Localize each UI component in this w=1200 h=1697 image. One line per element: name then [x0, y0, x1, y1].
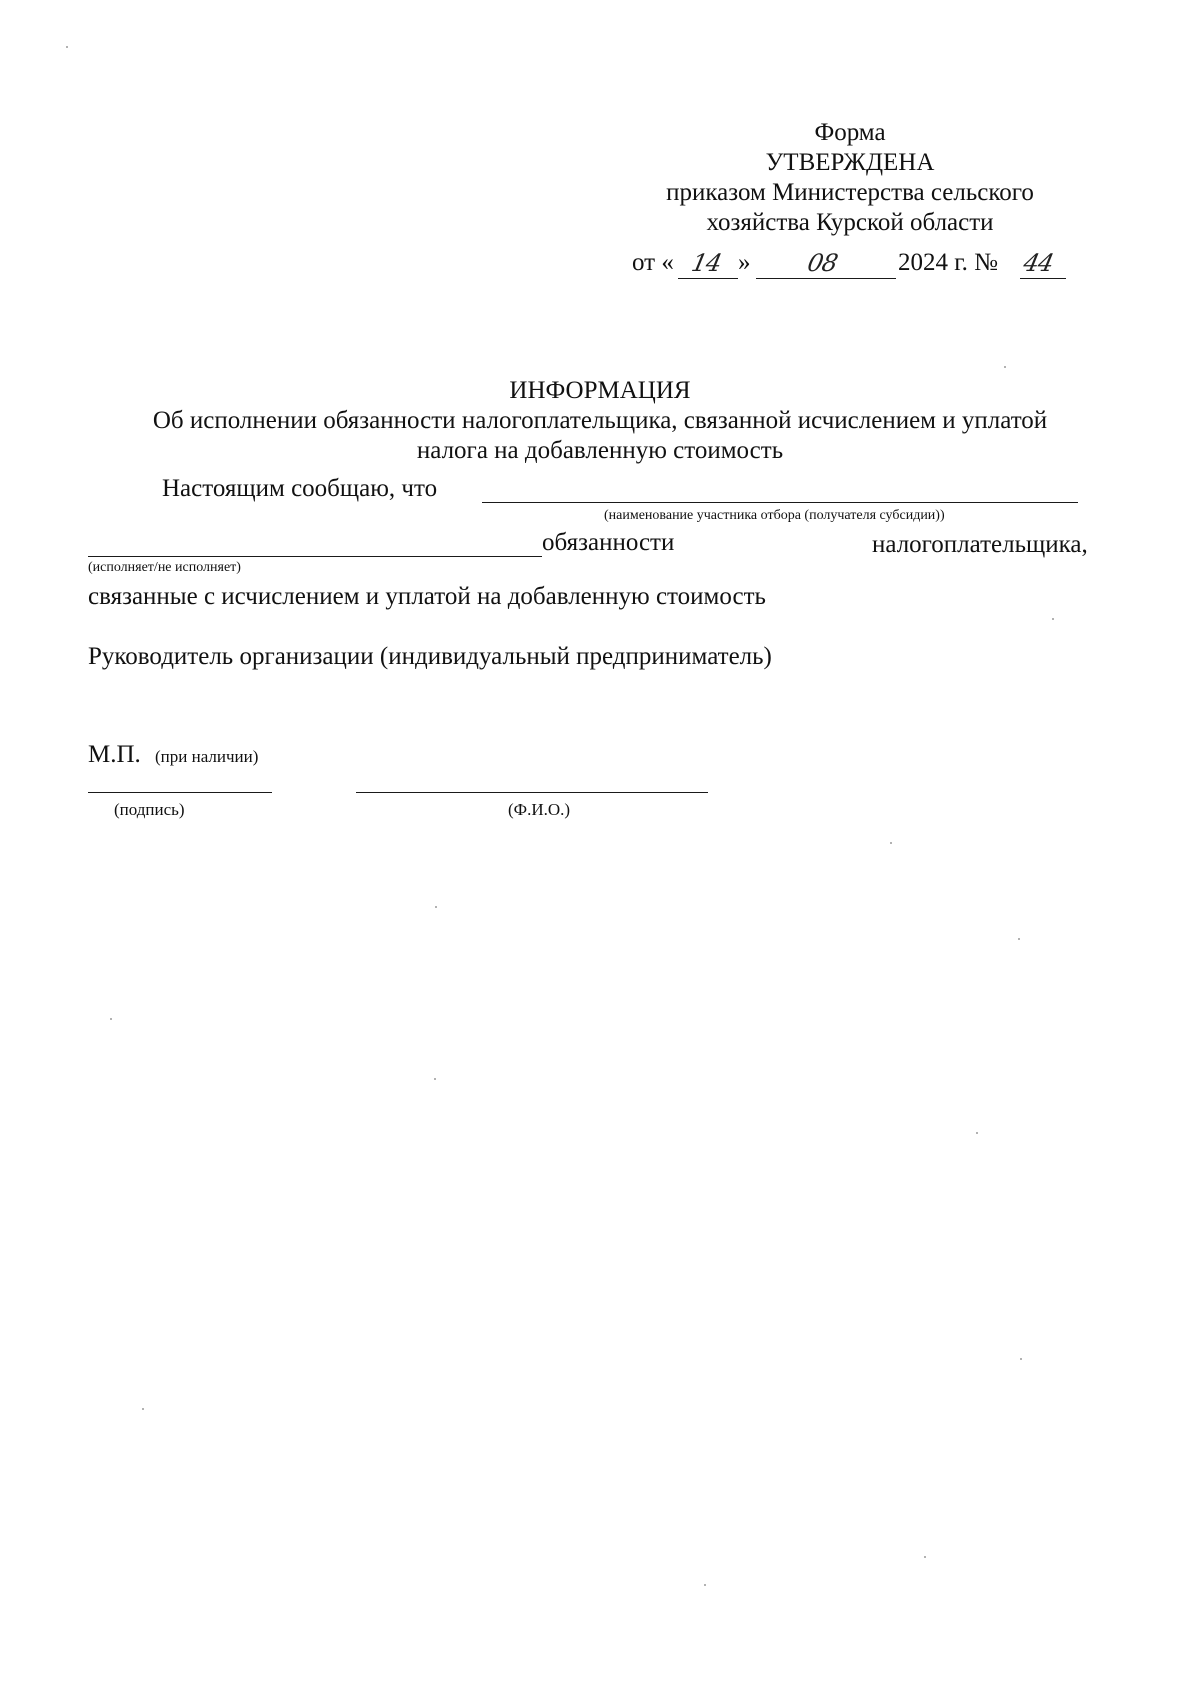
day-underline [678, 278, 738, 279]
scan-speck [704, 1584, 706, 1586]
head-of-organization: Руководитель организации (индивидуальный предприниматель) [88, 643, 772, 670]
taxpayer-word: налогоплательщика, [872, 531, 1088, 558]
related-line: связанные с исчислением и уплатой на добавленную стоимость [88, 583, 766, 610]
year-number-label: 2024 г. № [898, 249, 999, 276]
document-title [60, 376, 1140, 466]
inform-prefix: Настоящим сообщаю, что [162, 475, 438, 502]
scan-speck [110, 1018, 112, 1020]
date-prefix: от « [632, 249, 674, 276]
month-underline [756, 278, 896, 279]
month-handwritten: 08 [805, 249, 840, 277]
fio-caption: (Ф.И.О.) [508, 800, 571, 819]
seal-label: М.П. [88, 741, 141, 768]
number-handwritten: 44 [1021, 249, 1056, 277]
order-line: приказом Министерства сельского [666, 179, 1034, 206]
fio-line [356, 792, 708, 793]
scan-speck [924, 1556, 926, 1558]
title-heading: ИНФОРМАЦИЯ [509, 377, 691, 404]
participant-name-line [482, 502, 1078, 503]
title-line-1: Об исполнении обязанности налогоплательщика, связанной исчислением и уплатой [152, 407, 1048, 434]
approved-label: УТВЕРЖДЕНА [765, 149, 935, 176]
form-label: Форма [814, 119, 886, 146]
scan-speck [1004, 366, 1006, 368]
scan-speck [66, 46, 68, 48]
title-line-2: налога на добавленную стоимость [416, 437, 784, 464]
approval-block [600, 118, 1100, 238]
day-handwritten: 14 [689, 249, 724, 277]
signature-caption: (подпись) [114, 800, 185, 819]
day-close: » [738, 249, 751, 276]
fulfills-caption: (исполняет/не исполняет) [88, 560, 241, 575]
fulfills-line [88, 556, 542, 557]
ministry-line: хозяйства Курской области [706, 209, 994, 236]
scan-speck [435, 906, 437, 908]
scan-speck [1020, 1358, 1022, 1360]
number-underline [1020, 278, 1066, 279]
scan-speck [890, 842, 892, 844]
scan-speck [1052, 618, 1054, 620]
scan-speck [142, 1408, 144, 1410]
participant-caption: (наименование участника отбора (получателя субсидии)) [604, 508, 945, 523]
scan-speck [976, 1132, 978, 1134]
scan-speck [1018, 938, 1020, 940]
signature-line [88, 792, 272, 793]
scan-speck [434, 1078, 436, 1080]
obligations-word: обязанности [542, 529, 675, 556]
seal-note: (при наличии) [155, 747, 259, 766]
